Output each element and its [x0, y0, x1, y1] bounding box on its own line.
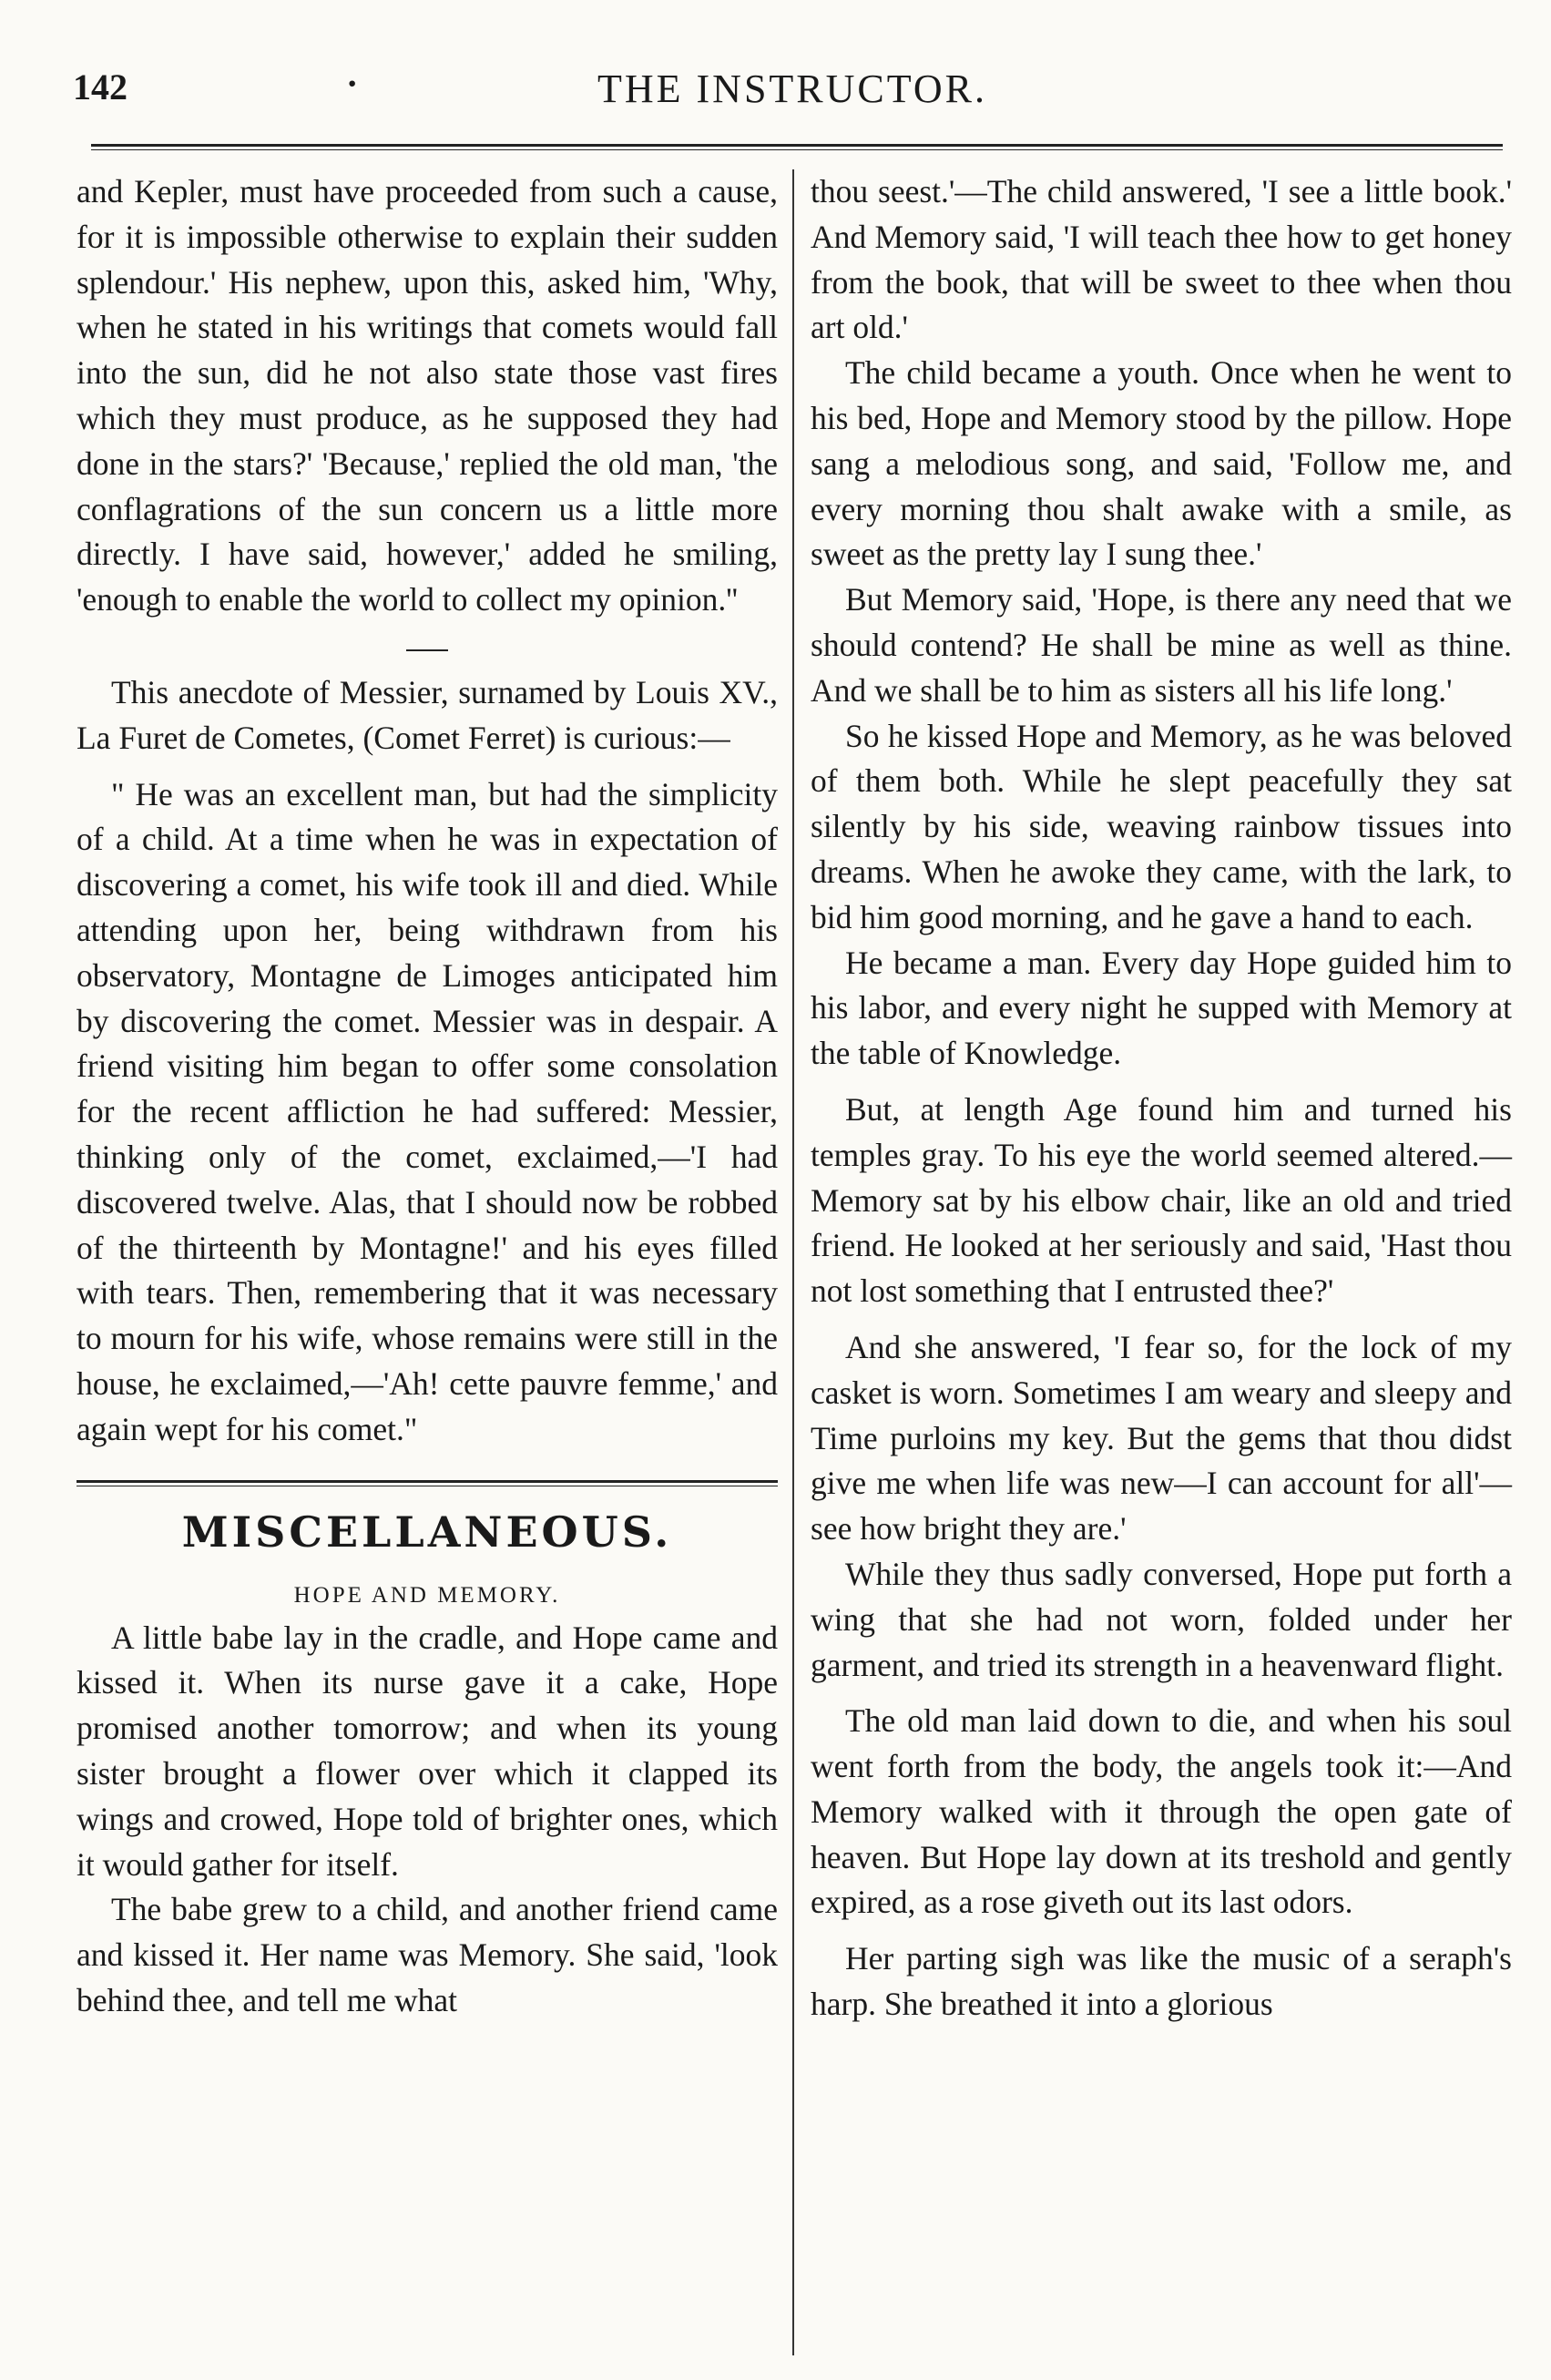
- short-dash-divider: [77, 628, 778, 665]
- hope-memory-paragraph-10: While they thus sadly conversed, Hope put forth a wing that she had not worn, folded under her garment, and tried its strength in a heavenward flight.: [811, 1555, 1512, 1683]
- hope-memory-paragraph-4: The child became a youth. Once when he went to his bed, Hope and Memory stood by the pillow. Hope sang a melodious song, and said, 'Follow me, and every morning thou shalt awake with a smile, as sweet as the pretty lay I sung thee.': [811, 354, 1512, 573]
- hope-memory-paragraph-1: A little babe lay in the cradle, and Hope came and kissed it. When its nurse gave it a cake, Hope promised another tomorrow; and when its young sister brought a flower over which it clapped its wings and crowed, Hope told of brighter ones, which it would gather for itself.: [77, 1619, 778, 1883]
- hope-memory-paragraph-11: The old man laid down to die, and when his soul went forth from the body, the angels took it:—And Memory walked with it through the open gate of heaven. But Hope lay down at its treshold and gently expired, as a rose giveth out its last odors.: [811, 1702, 1512, 1921]
- kepler-paragraph: and Kepler, must have proceeded from such a cause, for it is impossible otherwise to explain their sudden splendour.' His nephew, upon this, asked him, 'Why, when he stated in his writings that comets would fall into the sun, did he not also state those vast fires which they must produce, as he supposed they had done in the stars?' 'Because,' replied the old man, 'the conflagrations of the sun concern us a little more directly. I have said, however,' added he smiling, 'enough to enable the world to collect my opinion.'': [77, 173, 778, 618]
- running-title: THE INSTRUCTOR.: [597, 66, 987, 111]
- right-column: [811, 169, 1512, 2028]
- section-heading: MISCELLANEOUS.: [181, 1507, 673, 1557]
- hope-memory-paragraph-7: He became a man. Every day Hope guided him to his labor, and every night he supped with Memory at the table of Knowledge.: [811, 944, 1512, 1072]
- hope-memory-paragraph-6: So he kissed Hope and Memory, as he was beloved of them both. While he slept peacefully they sat silently by his side, weaving rainbow tissues into dreams. When he awoke they came, with the lark, to bid him good morning, and he gave a hand to each.: [811, 717, 1512, 935]
- hope-memory-paragraph-12: Her parting sigh was like the music of a seraph's harp. She breathed it into a glorious: [811, 1940, 1512, 2023]
- page-number: 142: [73, 66, 128, 107]
- article-title: HOPE AND MEMORY.: [293, 1582, 561, 1608]
- header-rule: [91, 144, 1503, 150]
- hope-memory-paragraph-9: And she answered, 'I fear so, for the lock of my casket is worn. Sometimes I am weary and sleepy and Time purloins my key. But the gems that thou didst give me when life was new—I can account for all'—see how bright they are.': [811, 1328, 1512, 1548]
- left-column: [77, 169, 778, 2024]
- header-ornament-dot: ·: [346, 63, 359, 104]
- column-divider: [792, 169, 794, 2355]
- messier-anecdote-paragraph: " He was an excellent man, but had the simplicity of a child. At a time when he was in expectation of discovering a comet, his wife took ill and died. While attending upon her, being withdrawn from his observatory, Montagne de Limoges anticipated him by discovering the comet. Messier was in despair. A friend visiting him began to offer some consolation for the recent affliction he had suffered: Messier, thinking only of the comet, exclaimed,—'I had discovered twelve. Alas, that I should now be robbed of the thirteenth by Montagne!' and his eyes filled with tears. Then, remembering that it was necessary to mourn for his wife, whose remains were still in the house, he exclaimed,—'Ah! cette pauvre femme,' and again wept for his comet.": [77, 775, 778, 1447]
- hope-memory-paragraph-3: thou seest.'—The child answered, 'I see a little book.' And Memory said, 'I will teach thee how to get honey from the book, that will be sweet to thee when thou art old.': [811, 173, 1512, 346]
- hope-memory-paragraph-8: But, at length Age found him and turned his temples gray. To his eye the world seemed altered.—Memory sat by his elbow chair, like an old and tried friend. He looked at her seriously and said, 'Hast thou not lost something that I entrusted thee?': [811, 1090, 1512, 1310]
- page-header: [73, 63, 1512, 120]
- section-rule: [77, 1480, 778, 1486]
- hope-memory-paragraph-5: But Memory said, 'Hope, is there any need that we should contend? He shall be mine as well as thine. And we shall be to him as sisters all his life long.': [811, 581, 1512, 709]
- hope-memory-paragraph-2: The babe grew to a child, and another friend came and kissed it. Her name was Memory. She said, 'look behind thee, and tell me what: [77, 1891, 778, 2018]
- messier-intro-paragraph: This anecdote of Messier, surnamed by Louis XV., La Furet de Cometes, (Comet Ferret) is curious:—: [77, 673, 778, 756]
